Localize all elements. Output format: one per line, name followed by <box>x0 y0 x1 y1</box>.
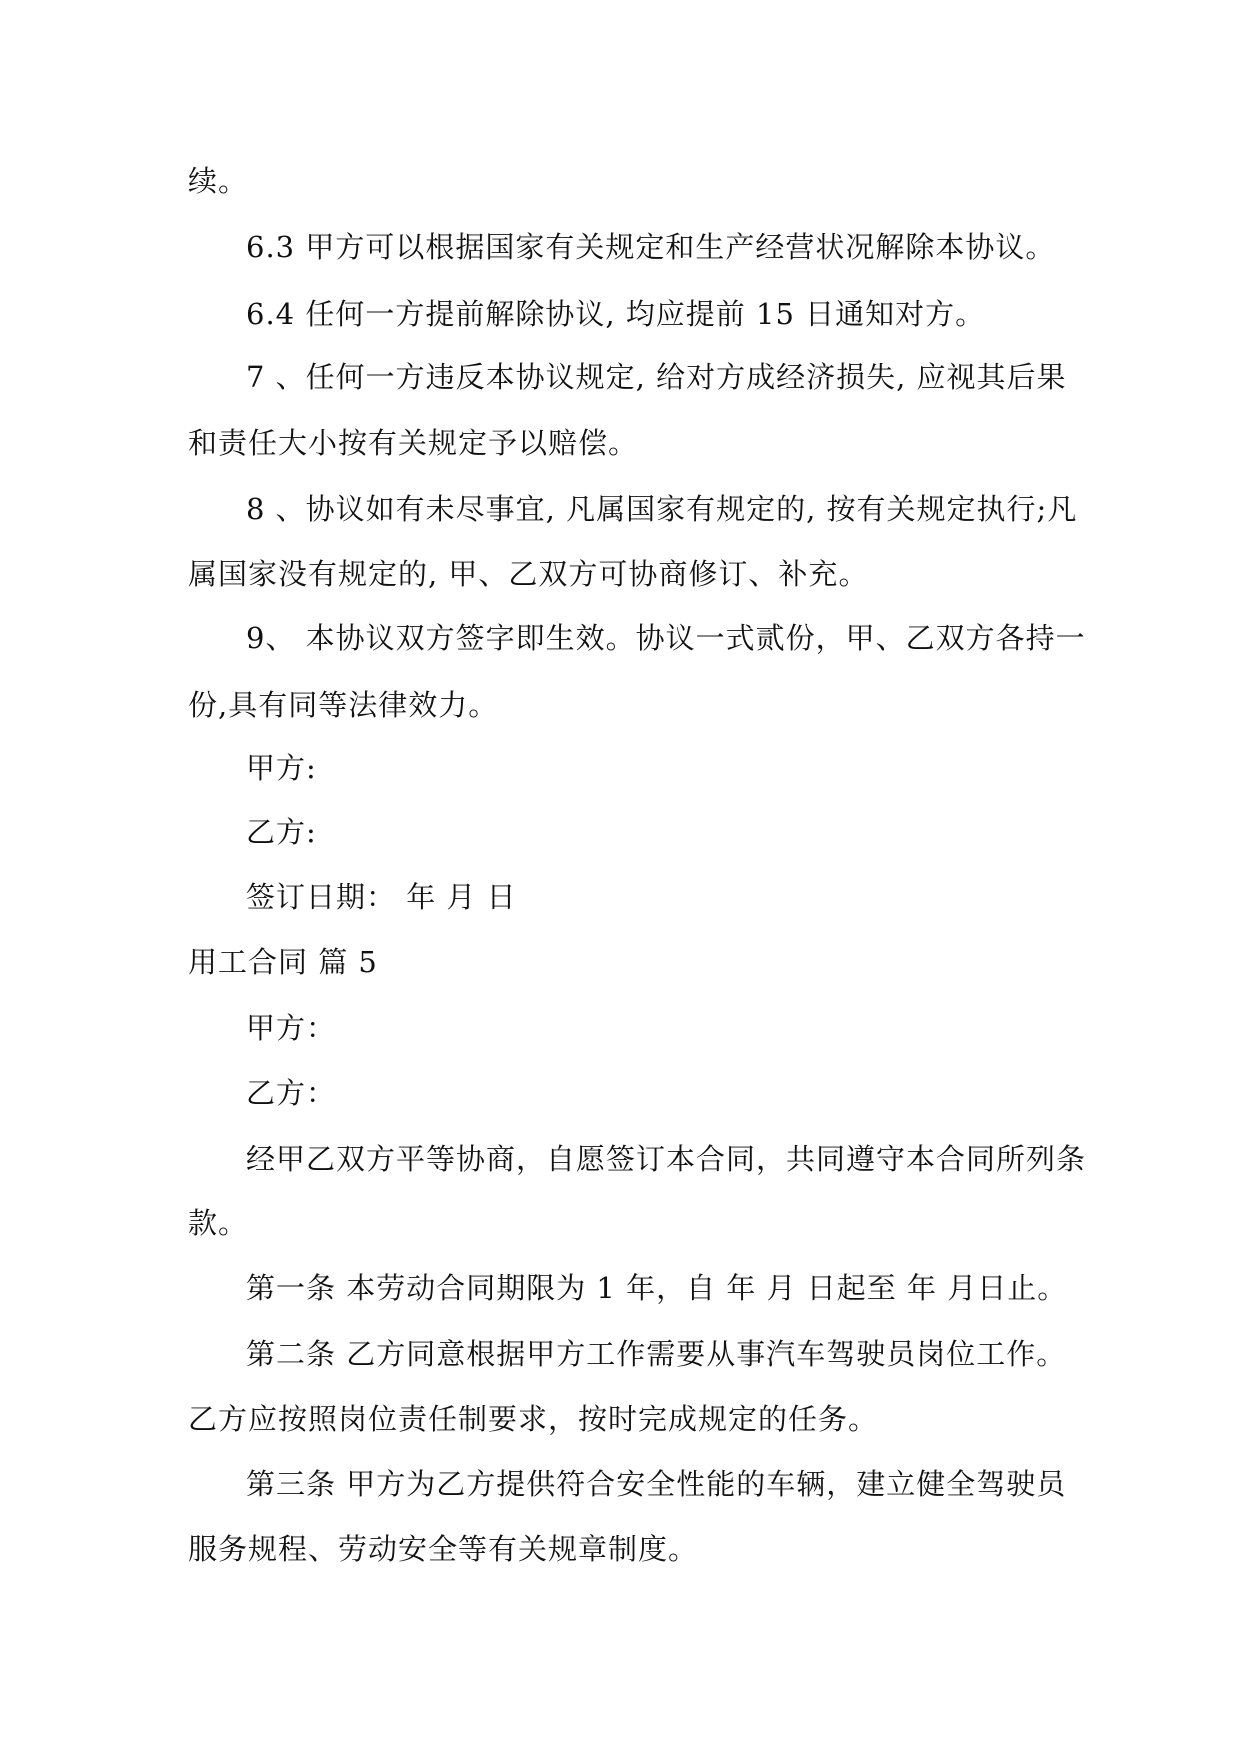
party-b-label: 乙方: <box>246 815 317 849</box>
clause-7-line-2: 和责任大小按有关规定予以赔偿。 <box>188 426 639 460</box>
party-b-label-2: 乙方： <box>246 1076 337 1110</box>
clause-9-line-1: 9、 本协议双方签字即生效。协议一式贰份，甲、乙双方各持一 <box>246 621 1086 655</box>
clause-9-line-2: 份,具有同等法律效力。 <box>188 688 499 722</box>
signing-date-label: 签订日期： 年 月 日 <box>246 880 517 914</box>
clause-6-4: 6.4 任何一方提前解除协议, 均应提前 15 日通知对方。 <box>246 297 986 331</box>
clause-8-line-2: 属国家没有规定的, 甲、乙双方可协商修订、补充。 <box>188 557 869 591</box>
party-a-label: 甲方: <box>246 751 317 785</box>
text-line-continuation: 续。 <box>188 164 249 198</box>
article-1: 第一条 本劳动合同期限为 1 年，自 年 月 日起至 年 月日止。 <box>246 1271 1068 1305</box>
party-a-label-2: 甲方： <box>246 1011 337 1045</box>
preamble-line-1: 经甲乙双方平等协商，自愿签订本合同，共同遵守本合同所列条 <box>246 1142 1087 1176</box>
article-2-line-1: 第二条 乙方同意根据甲方工作需要从事汽车驾驶员岗位工作。 <box>246 1337 1067 1371</box>
article-3-line-1: 第三条 甲方为乙方提供符合安全性能的车辆，建立健全驾驶员 <box>246 1467 1067 1501</box>
article-3-line-2: 服务规程、劳动安全等有关规章制度。 <box>188 1532 699 1566</box>
section-heading: 用工合同 篇 5 <box>188 945 378 979</box>
clause-6-3: 6.3 甲方可以根据国家有关规定和生产经营状况解除本协议。 <box>246 230 1056 264</box>
preamble-line-2: 款。 <box>188 1206 249 1240</box>
clause-7-line-1: 7 、任何一方违反本协议规定, 给对方成经济损失, 应视其后果 <box>246 360 1067 394</box>
article-2-line-2: 乙方应按照岗位责任制要求，按时完成规定的任务。 <box>188 1402 879 1436</box>
clause-8-line-1: 8 、协议如有未尽事宜, 凡属国家有规定的, 按有关规定执行;凡 <box>246 492 1078 526</box>
